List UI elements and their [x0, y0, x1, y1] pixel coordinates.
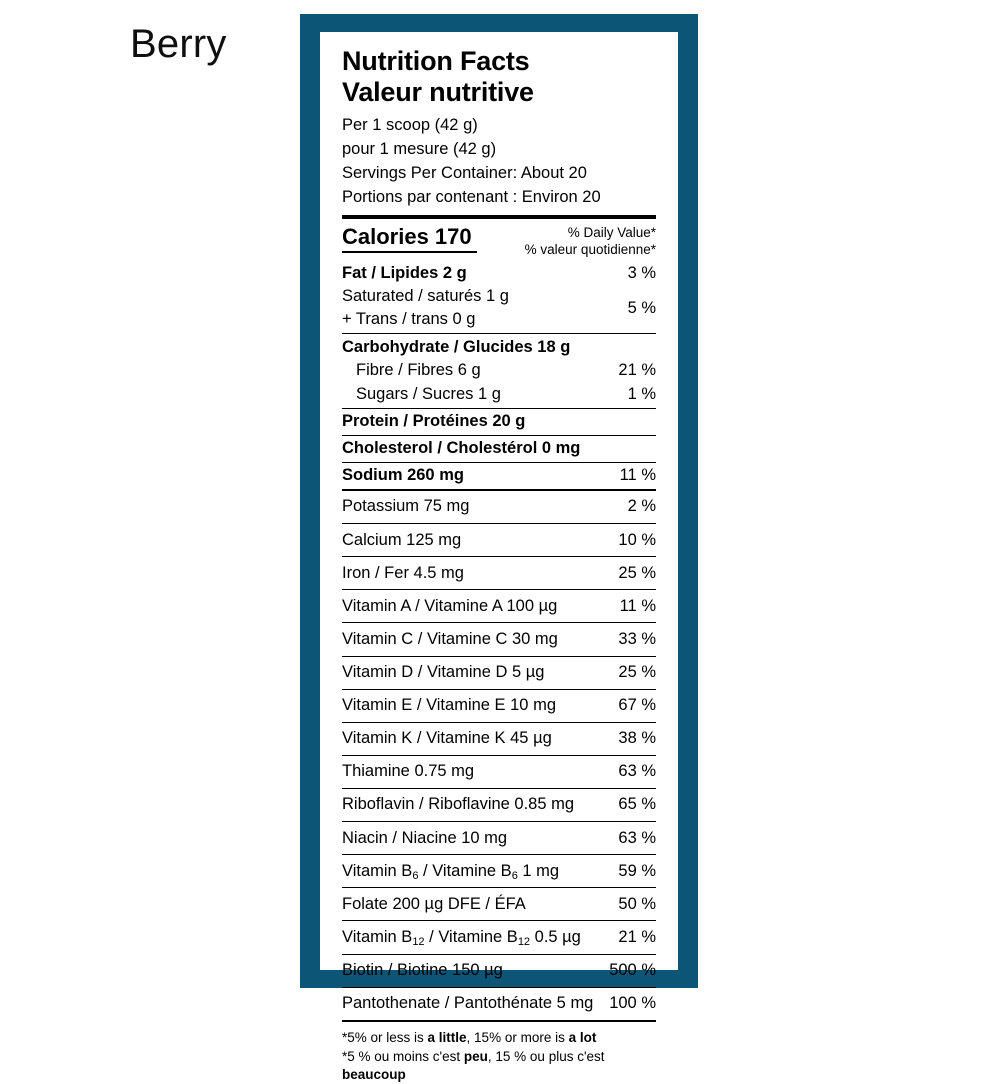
calories-block	[342, 223, 477, 253]
footnote-block	[342, 1022, 656, 1084]
footnote-en-a-lot: a lot	[568, 1029, 597, 1045]
riboflavin-dv: 65 %	[618, 795, 656, 814]
servings-per-container-fr: Portions par contenant : Environ 20	[342, 188, 601, 207]
iron-dv: 25 %	[618, 563, 656, 582]
table-row	[342, 988, 656, 1020]
niacin-label: Niacin / Niacine 10 mg	[342, 828, 508, 847]
vitamin-d-label: Vitamin D / Vitamine D 5 µg	[342, 663, 545, 682]
iron-label: Iron / Fer 4.5 mg	[342, 563, 464, 582]
vitamin-b6-prefix: Vitamin B	[342, 861, 413, 880]
servings-per-container-en: Servings Per Container: About 20	[342, 164, 587, 183]
footnote-fr-peu: peu	[463, 1049, 488, 1065]
table-row	[342, 657, 656, 689]
folate-dv: 50 %	[618, 894, 656, 913]
vitamin-b12-subscript-fr: 12	[517, 935, 531, 948]
vitamin-c-label: Vitamin C / Vitamine C 30 mg	[342, 629, 558, 648]
calories-underline	[342, 251, 477, 253]
serving-size-fr: pour 1 mesure (42 g)	[342, 140, 497, 159]
vitamin-b12-suffix: 0.5 µg	[530, 927, 581, 946]
fibre-dv: 21 %	[618, 361, 656, 380]
footnote-en-mid: , 15% or more is	[466, 1029, 569, 1045]
table-row	[342, 789, 656, 821]
sodium-label: Sodium 260 mg	[342, 466, 464, 485]
table-row	[342, 524, 656, 556]
sugars-dv: 1 %	[627, 384, 656, 403]
saturated-trans-dv: 5 %	[627, 298, 656, 317]
daily-value-heading-fr: % valeur quotidienne*	[524, 241, 656, 257]
table-row	[342, 723, 656, 755]
serving-info	[342, 114, 656, 210]
carbohydrate-group	[342, 334, 656, 407]
calcium-label: Calcium 125 mg	[342, 530, 462, 549]
fat-group	[342, 260, 656, 333]
table-row	[342, 955, 656, 987]
sodium-row	[342, 463, 656, 489]
nutrition-facts-panel	[320, 32, 678, 1082]
footnote-fr-beaucoup: beaucoup	[342, 1066, 406, 1082]
pantothenate-dv: 100 %	[609, 994, 656, 1013]
vitamin-b12-label	[342, 927, 581, 948]
calories-row	[342, 219, 656, 260]
fibre-label: Fibre / Fibres 6 g	[356, 361, 481, 380]
vitamin-d-dv: 25 %	[618, 663, 656, 682]
table-row	[342, 557, 656, 589]
table-row	[342, 756, 656, 788]
daily-value-heading	[525, 223, 656, 258]
pantothenate-label: Pantothenate / Pantothénate 5 mg	[342, 994, 594, 1013]
table-row	[342, 491, 656, 523]
micronutrient-list	[342, 491, 656, 1022]
footnote-fr	[342, 1047, 656, 1084]
calories-value: Calories 170	[342, 224, 472, 250]
sugars-label: Sugars / Sucres 1 g	[356, 384, 501, 403]
vitamin-b6-suffix: 1 mg	[517, 861, 560, 880]
nutrition-facts-title-en: Nutrition Facts	[342, 46, 530, 76]
table-row	[342, 590, 656, 622]
table-row	[342, 855, 656, 887]
vitamin-a-dv: 11 %	[619, 596, 656, 615]
fat-dv: 3 %	[627, 264, 656, 282]
footnote-fr-pre: *5 % ou moins c'est	[342, 1049, 464, 1065]
fat-label: Fat / Lipides 2 g	[342, 264, 467, 282]
calcium-dv: 10 %	[618, 530, 656, 549]
vitamin-b6-subscript: 6	[412, 869, 419, 882]
folate-label: Folate 200 µg DFE / ÉFA	[342, 894, 526, 913]
trans-fat-label: + Trans / trans 0 g	[342, 310, 476, 329]
footnote-en-a-little: a little	[427, 1029, 467, 1045]
table-row	[342, 888, 656, 920]
biotin-label: Biotin / Biotine 150 µg	[342, 961, 503, 980]
cholesterol-row	[342, 436, 656, 462]
vitamin-c-dv: 33 %	[618, 629, 656, 648]
fat-row	[342, 262, 656, 285]
sodium-dv: 11 %	[619, 466, 656, 485]
vitamin-b12-mid: / Vitamine B	[424, 927, 518, 946]
cholesterol-label: Cholesterol / Cholestérol 0 mg	[342, 439, 581, 458]
vitamin-a-label: Vitamin A / Vitamine A 100 µg	[342, 596, 558, 615]
saturated-fat-label: Saturated / saturés 1 g	[342, 287, 509, 306]
nutrition-facts-title-fr: Valeur nutritive	[342, 77, 534, 108]
footnote-fr-mid: , 15 % ou plus c'est	[487, 1049, 605, 1065]
biotin-dv: 500 %	[609, 961, 656, 980]
daily-value-heading-en: % Daily Value*	[567, 225, 656, 241]
flavor-name: Berry	[130, 22, 227, 66]
thiamine-label: Thiamine 0.75 mg	[342, 762, 475, 781]
table-row	[342, 623, 656, 655]
protein-label: Protein / Protéines 20 g	[342, 412, 526, 431]
fibre-row	[342, 359, 656, 382]
footnote-en-pre: *5% or less is	[342, 1029, 428, 1045]
vitamin-k-label: Vitamin K / Vitamine K 45 µg	[342, 729, 552, 748]
vitamin-e-dv: 67 %	[618, 696, 656, 715]
vitamin-e-label: Vitamin E / Vitamine E 10 mg	[342, 696, 556, 715]
serving-size-en: Per 1 scoop (42 g)	[342, 116, 478, 135]
table-row	[342, 921, 656, 953]
vitamin-b12-prefix: Vitamin B	[342, 927, 413, 946]
vitamin-k-dv: 38 %	[618, 729, 656, 748]
potassium-dv: 2 %	[627, 497, 656, 516]
sugars-row	[342, 383, 656, 406]
saturated-trans-row	[342, 285, 656, 331]
vitamin-b12-subscript: 12	[412, 935, 425, 948]
niacin-dv: 63 %	[618, 828, 656, 847]
potassium-label: Potassium 75 mg	[342, 497, 470, 516]
table-row	[342, 822, 656, 854]
riboflavin-label: Riboflavin / Riboflavine 0.85 mg	[342, 795, 575, 814]
footnote-en	[342, 1028, 656, 1048]
carbohydrate-label: Carbohydrate / Glucides 18 g	[342, 338, 571, 357]
nutrition-panel-frame	[300, 14, 698, 1082]
protein-row	[342, 409, 656, 435]
thiamine-dv: 63 %	[618, 762, 656, 781]
vitamin-b6-subscript-fr: 6	[511, 869, 518, 882]
table-row	[342, 690, 656, 722]
vitamin-b6-label	[342, 861, 559, 882]
carbohydrate-row	[342, 336, 656, 359]
vitamin-b6-dv: 59 %	[618, 861, 656, 880]
vitamin-b6-mid: / Vitamine B	[418, 861, 512, 880]
vitamin-b12-dv: 21 %	[618, 927, 656, 946]
